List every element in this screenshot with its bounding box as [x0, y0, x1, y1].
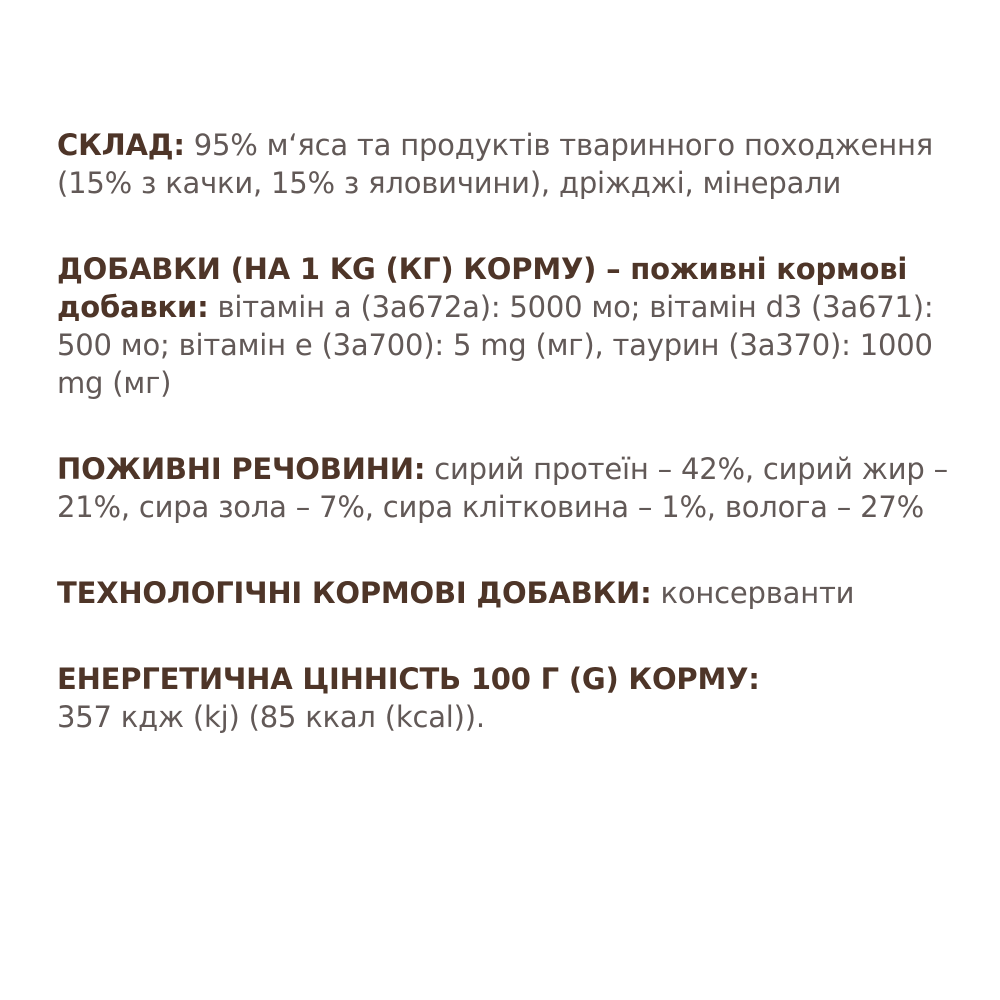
additives-label: ДОБАВКИ (НА 1 KG (КГ) КОРМУ) – поживні кормові добавки:: [57, 252, 908, 324]
composition-label: СКЛАД:: [57, 128, 185, 162]
nutrients-label: ПОЖИВНІ РЕЧОВИНИ:: [57, 452, 426, 486]
nutrients-section: [57, 450, 957, 526]
additives-section: [57, 250, 957, 402]
energy-value-section: [57, 660, 957, 736]
additives-text: вітамін а (3а672а): 5000 мо; вітамін d3 (3а671): 500 мо; вітамін е (3а700): 5 mg (мг), таурин (3а370): 1000 mg (мг): [57, 290, 934, 400]
nutrients-text: сирий протеїн – 42%, сирий жир – 21%, сира зола – 7%, сира клітковина – 1%, вологa – 27%: [57, 452, 948, 524]
technological-additives-section: [57, 574, 957, 612]
composition-text: 95% м‘яса та продуктів тваринного походження (15% з качки, 15% з яловичини), дріжджі, мінерали: [57, 128, 933, 200]
energy-value-label: ЕНЕРГЕТИЧНА ЦІННІСТЬ 100 Г (G) КОРМУ:: [57, 662, 760, 696]
composition-section: [57, 126, 957, 202]
energy-value-text: 357 кдж (kj) (85 ккал (kcal)).: [57, 700, 485, 734]
technological-additives-text: консерванти: [651, 576, 855, 610]
technological-additives-label: ТЕХНОЛОГІЧНІ КОРМОВІ ДОБАВКИ:: [57, 576, 652, 610]
product-info: [57, 126, 957, 784]
